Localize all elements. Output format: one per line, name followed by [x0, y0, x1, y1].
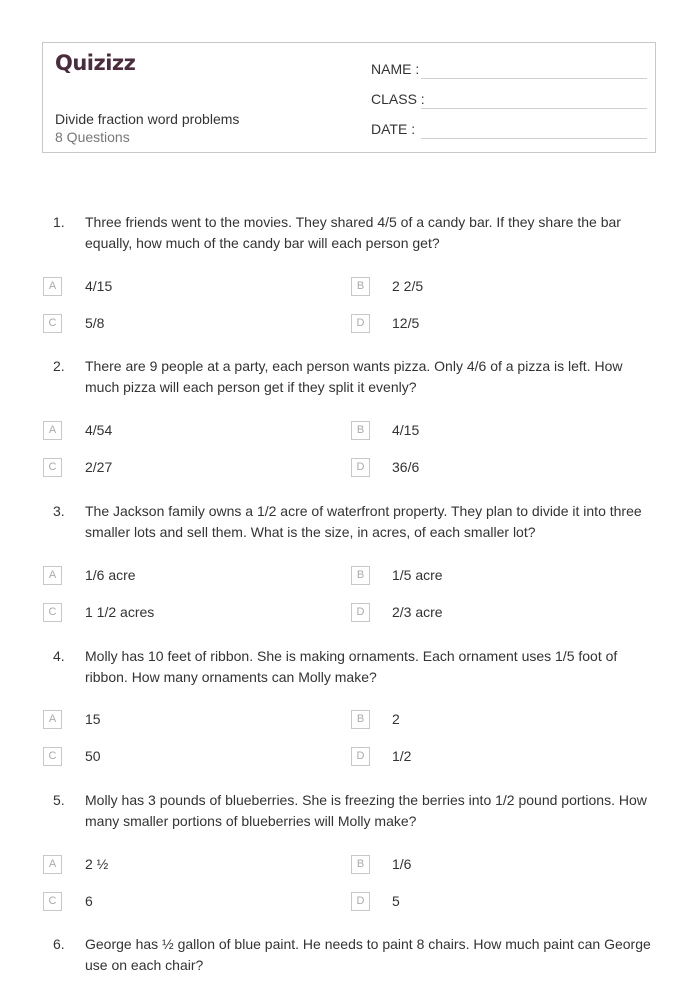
option-letter-b: B	[351, 421, 370, 440]
option-text: 1/2	[392, 748, 412, 764]
option-text: 4/54	[85, 422, 113, 438]
option-text: 1 1/2 acres	[85, 604, 155, 620]
question-number: 6.	[53, 936, 65, 952]
option-text: 1/5 acre	[392, 567, 443, 583]
question-text: George has ½ gallon of blue paint. He needs to paint 8 chairs. How much paint can George use on each chair?	[85, 936, 651, 973]
option-letter-b: B	[351, 566, 370, 585]
option-letter-c: C	[43, 458, 62, 477]
date-label: DATE :	[371, 121, 416, 137]
class-line	[421, 108, 647, 109]
question-number: 4.	[53, 648, 65, 664]
worksheet-header	[42, 42, 656, 153]
option-letter-b: B	[351, 277, 370, 296]
option-letter-c: C	[43, 314, 62, 333]
option-letter-c: C	[43, 747, 62, 766]
option-letter-d: D	[351, 892, 370, 911]
option-letter-d: D	[351, 458, 370, 477]
date-line	[421, 138, 647, 139]
question-number: 5.	[53, 792, 65, 808]
option-text: 2 2/5	[392, 278, 424, 294]
option-text: 6	[85, 893, 93, 909]
option-text: 36/6	[392, 459, 420, 475]
class-label: CLASS :	[371, 91, 425, 107]
name-label: NAME :	[371, 61, 420, 77]
option-letter-c: C	[43, 603, 62, 622]
option-text: 2/27	[85, 459, 113, 475]
question-number: 2.	[53, 358, 65, 374]
option-text: 4/15	[392, 422, 420, 438]
option-text: 1/6 acre	[85, 567, 136, 583]
option-text: 50	[85, 748, 101, 764]
question-text: There are 9 people at a party, each person wants pizza. Only 4/6 of a pizza is left. How much pizza will each person get if they split it evenly?	[85, 358, 623, 395]
option-text: 5/8	[85, 315, 105, 331]
question-count: 8 Questions	[55, 129, 130, 145]
question-text: The Jackson family owns a 1/2 acre of waterfront property. They plan to divide it into three smaller lots and sell them. What is the size, in acres, of each smaller lot?	[85, 503, 642, 540]
quizizz-logo: Quizizz	[55, 51, 136, 75]
option-text: 1/6	[392, 856, 412, 872]
option-text: 5	[392, 893, 400, 909]
option-text: 2	[392, 711, 400, 727]
worksheet-title: Divide fraction word problems	[55, 111, 240, 127]
question-number: 1.	[53, 214, 65, 230]
option-text: 15	[85, 711, 101, 727]
option-letter-d: D	[351, 603, 370, 622]
option-letter-a: A	[43, 421, 62, 440]
option-letter-b: B	[351, 710, 370, 729]
option-letter-c: C	[43, 892, 62, 911]
option-letter-d: D	[351, 747, 370, 766]
question-text: Molly has 10 feet of ribbon. She is making ornaments. Each ornament uses 1/5 foot of ribbon. How many ornaments can Molly make?	[85, 648, 618, 685]
option-text: 2 ½	[85, 856, 109, 872]
option-text: 2/3 acre	[392, 604, 443, 620]
option-letter-a: A	[43, 855, 62, 874]
option-letter-a: A	[43, 710, 62, 729]
option-text: 4/15	[85, 278, 113, 294]
option-letter-d: D	[351, 314, 370, 333]
name-line	[421, 78, 647, 79]
question-text: Molly has 3 pounds of blueberries. She is freezing the berries into 1/2 pound portions. How many smaller portions of blueberries will Molly make?	[85, 792, 647, 829]
option-text: 12/5	[392, 315, 420, 331]
option-letter-a: A	[43, 277, 62, 296]
question-text: Three friends went to the movies. They shared 4/5 of a candy bar. If they share the bar equally, how much of the candy bar will each person get?	[85, 214, 621, 251]
option-letter-a: A	[43, 566, 62, 585]
question-number: 3.	[53, 503, 65, 519]
option-letter-b: B	[351, 855, 370, 874]
